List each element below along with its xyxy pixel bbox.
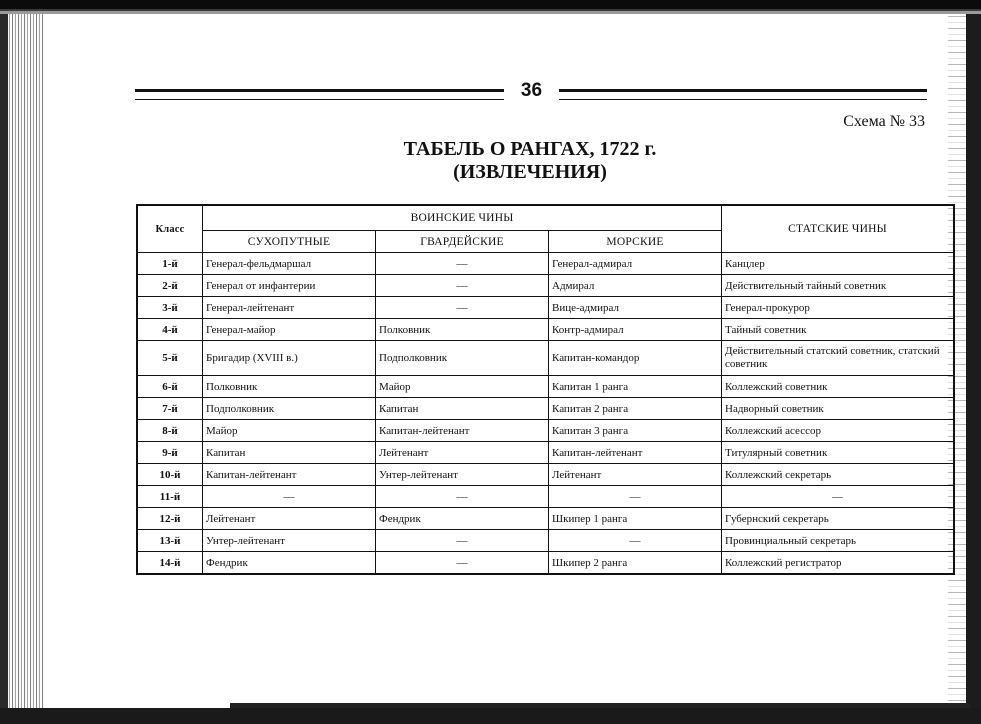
cell-land: Подполковник (203, 398, 376, 420)
cell-civil: Коллежский секретарь (722, 464, 955, 486)
table-row (137, 464, 954, 486)
cell-civil: Коллежский асессор (722, 420, 955, 442)
scan-edge-top (0, 0, 981, 14)
cell-guard: Капитан (376, 398, 549, 420)
header-class: Класс (137, 205, 203, 253)
cell-class: 3-й (137, 297, 203, 319)
cell-navy: — (549, 530, 722, 552)
header-rule-left (135, 89, 504, 100)
cell-civil: Надворный советник (722, 398, 955, 420)
cell-civil: Тайный советник (722, 319, 955, 341)
table-row (137, 341, 954, 376)
cell-navy: Адмирал (549, 275, 722, 297)
cell-class: 14-й (137, 552, 203, 575)
cell-navy: Капитан 2 ранга (549, 398, 722, 420)
cell-guard: — (376, 253, 549, 275)
table-row (137, 297, 954, 319)
cell-class: 9-й (137, 442, 203, 464)
cell-navy: Капитан-лейтенант (549, 442, 722, 464)
cell-land: Капитан-лейтенант (203, 464, 376, 486)
cell-civil: Титулярный советник (722, 442, 955, 464)
cell-class: 8-й (137, 420, 203, 442)
table-row (137, 319, 954, 341)
cell-navy: Контр-адмирал (549, 319, 722, 341)
table-row (137, 486, 954, 508)
table-row (137, 420, 954, 442)
cell-civil: Генерал-прокурор (722, 297, 955, 319)
cell-land: Генерал-лейтенант (203, 297, 376, 319)
cell-land: Генерал от инфантерии (203, 275, 376, 297)
cell-civil: Действительный тайный советник (722, 275, 955, 297)
table-row (137, 253, 954, 275)
cell-civil: Губернский секретарь (722, 508, 955, 530)
title-line-1: ТАБЕЛЬ О РАНГАХ, 1722 г. (403, 138, 657, 160)
header-navy: МОРСКИЕ (549, 231, 722, 253)
cell-navy: Генерал-адмирал (549, 253, 722, 275)
cell-guard: Майор (376, 376, 549, 398)
cell-civil: Действительный статский советник, статский советник (722, 341, 955, 376)
table-row (137, 552, 954, 575)
cell-land: Генерал-майор (203, 319, 376, 341)
cell-class: 11-й (137, 486, 203, 508)
table-row (137, 275, 954, 297)
cell-land: Генерал-фельдмаршал (203, 253, 376, 275)
scan-edge-left (0, 0, 8, 724)
cell-guard: Подполковник (376, 341, 549, 376)
cell-class: 2-й (137, 275, 203, 297)
cell-guard: — (376, 297, 549, 319)
cell-guard: Лейтенант (376, 442, 549, 464)
cell-class: 4-й (137, 319, 203, 341)
cell-civil: Коллежский советник (722, 376, 955, 398)
cell-land: Капитан (203, 442, 376, 464)
header-civil: СТАТСКИЕ ЧИНЫ (722, 205, 955, 253)
cell-navy: Капитан 1 ранга (549, 376, 722, 398)
cell-class: 5-й (137, 341, 203, 376)
cell-guard: — (376, 530, 549, 552)
header-rule-right (559, 89, 927, 100)
cell-land: Бригадир (XVIII в.) (203, 341, 376, 376)
cell-navy: Шкипер 1 ранга (549, 508, 722, 530)
page-number: 36 (520, 80, 543, 101)
cell-civil: Коллежский регистратор (722, 552, 955, 575)
page-title (330, 138, 730, 184)
cell-class: 13-й (137, 530, 203, 552)
scan-edge-bottom (0, 708, 981, 724)
cell-guard: Фендрик (376, 508, 549, 530)
cell-land: Полковник (203, 376, 376, 398)
cell-guard: Капитан-лейтенант (376, 420, 549, 442)
cell-class: 7-й (137, 398, 203, 420)
cell-civil: — (722, 486, 955, 508)
cell-navy: Капитан-командор (549, 341, 722, 376)
cell-navy: Вице-адмирал (549, 297, 722, 319)
title-line-2: (ИЗВЛЕЧЕНИЯ) (453, 161, 607, 183)
cell-guard: — (376, 486, 549, 508)
cell-class: 6-й (137, 376, 203, 398)
cell-land: — (203, 486, 376, 508)
table-row (137, 376, 954, 398)
header-guard: ГВАРДЕЙСКИЕ (376, 231, 549, 253)
table-row (137, 508, 954, 530)
table-row (137, 398, 954, 420)
cell-navy: Лейтенант (549, 464, 722, 486)
cell-navy: Капитан 3 ранга (549, 420, 722, 442)
cell-civil: Канцлер (722, 253, 955, 275)
cell-class: 1-й (137, 253, 203, 275)
cell-navy: Шкипер 2 ранга (549, 552, 722, 575)
ranks-table (136, 204, 955, 575)
cell-land: Майор (203, 420, 376, 442)
cell-land: Фендрик (203, 552, 376, 575)
cell-navy: — (549, 486, 722, 508)
scheme-label: Схема № 33 (843, 113, 925, 130)
cell-guard: — (376, 552, 549, 575)
cell-guard: — (376, 275, 549, 297)
cell-class: 10-й (137, 464, 203, 486)
cell-guard: Полковник (376, 319, 549, 341)
cell-land: Лейтенант (203, 508, 376, 530)
table-row (137, 530, 954, 552)
header-military: ВОИНСКИЕ ЧИНЫ (203, 205, 722, 231)
cell-class: 12-й (137, 508, 203, 530)
cell-civil: Провинциальный секретарь (722, 530, 955, 552)
header-land: СУХОПУТНЫЕ (203, 231, 376, 253)
cell-land: Унтер-лейтенант (203, 530, 376, 552)
table-row (137, 442, 954, 464)
scan-edge-right (966, 0, 981, 724)
cell-guard: Унтер-лейтенант (376, 464, 549, 486)
